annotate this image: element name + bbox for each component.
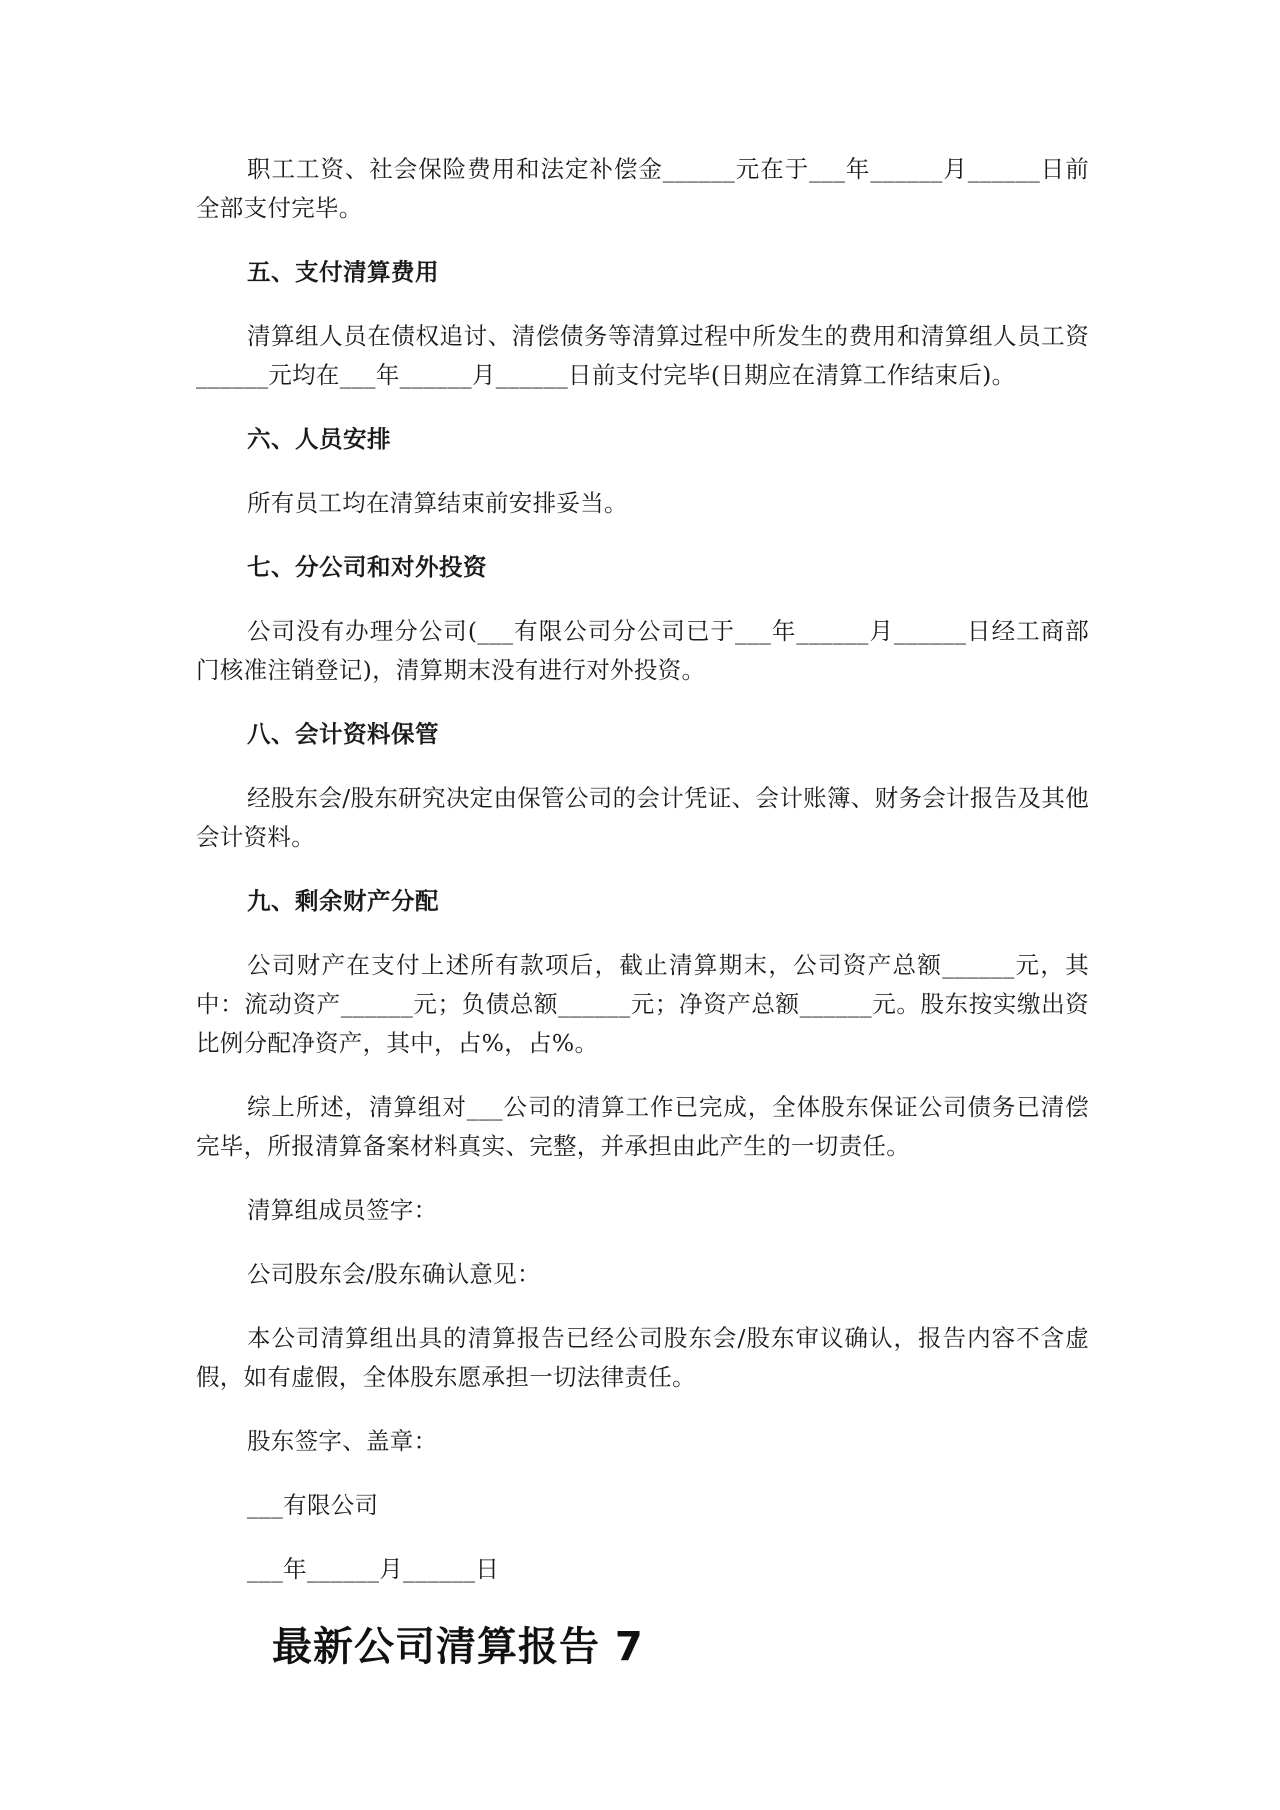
- shareholder-signature-line: 股东签字、盖章：: [247, 1427, 438, 1455]
- next-report-title: 最新公司清算报告 7: [272, 1624, 644, 1670]
- section-8-heading: 八、会计资料保管: [247, 720, 439, 748]
- section-5-heading: 五、支付清算费用: [247, 258, 439, 286]
- wage-payment-paragraph: 职工工资、社会保险费用和法定补偿金______元在于___年______月______日前全部支付完毕。: [196, 155, 1089, 222]
- company-name-line: ___有限公司: [247, 1491, 379, 1519]
- section-7-heading: 七、分公司和对外投资: [247, 553, 487, 581]
- shareholder-opinion-label: 公司股东会/股东确认意见：: [247, 1260, 541, 1288]
- section-6-body: 所有员工均在清算结束前安排妥当。: [247, 489, 628, 517]
- date-line: ___年______月______日: [247, 1555, 500, 1583]
- section-7-body: 公司没有办理分公司(___有限公司分公司已于___年______月______日经工商部门核准注销登记)，清算期末没有进行对外投资。: [196, 617, 1089, 684]
- document-body: [196, 150, 1089, 1675]
- section-9-heading: 九、剩余财产分配: [247, 887, 439, 915]
- section-9-body: 公司财产在支付上述所有款项后，截止清算期末，公司资产总额______元，其中：流动资产______元；负债总额______元；净资产总额______元。股东按实缴出资比例分配净资产，其中，占%，占%。: [196, 951, 1089, 1057]
- section-8-body: 经股东会/股东研究决定由保管公司的会计凭证、会计账簿、财务会计报告及其他会计资料。: [196, 784, 1089, 851]
- shareholder-confirmation-paragraph: 本公司清算组出具的清算报告已经公司股东会/股东审议确认，报告内容不含虚假，如有虚假，全体股东愿承担一切法律责任。: [196, 1324, 1089, 1391]
- section-5-body: 清算组人员在债权追讨、清偿债务等清算过程中所发生的费用和清算组人员工资______元均在___年______月______日前支付完毕(日期应在清算工作结束后)。: [196, 322, 1089, 389]
- summary-paragraph: 综上所述，清算组对___公司的清算工作已完成，全体股东保证公司债务已清偿完毕，所报清算备案材料真实、完整，并承担由此产生的一切责任。: [196, 1093, 1089, 1160]
- section-6-heading: 六、人员安排: [247, 425, 391, 453]
- team-signature-line: 清算组成员签字：: [247, 1196, 438, 1224]
